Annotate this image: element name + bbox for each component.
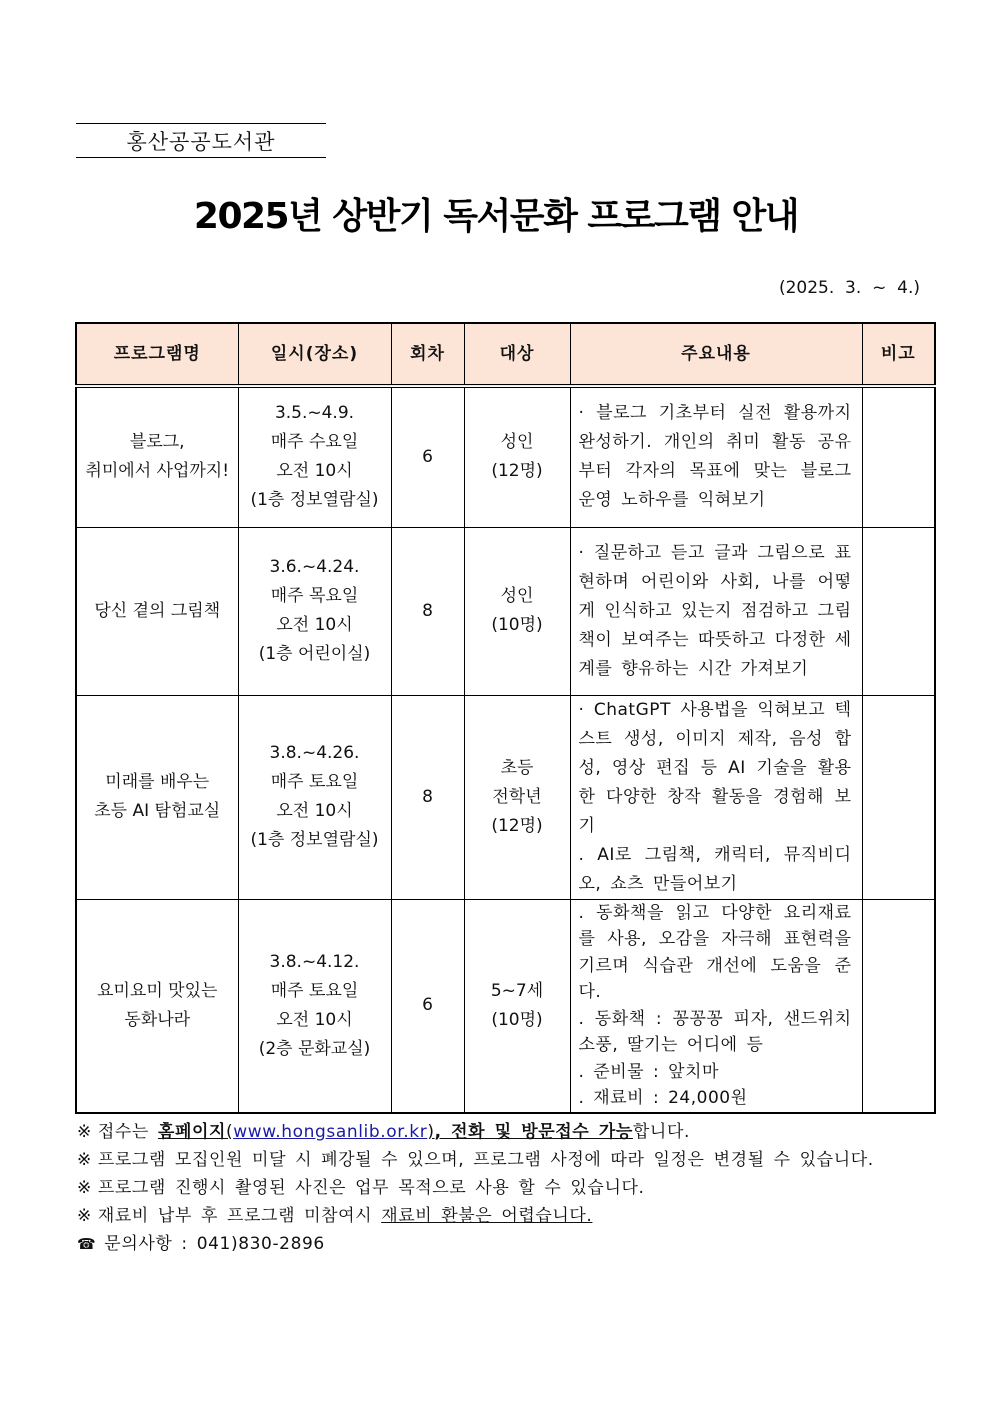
sessions-cell: 8	[391, 527, 464, 695]
reference-mark-icon: ※	[77, 1178, 92, 1198]
schedule-cell: 3.5.~4.9. 매주 수요일 오전 10시 (1층 정보열람실)	[238, 386, 391, 527]
notice-refund: ※ 재료비 납부 후 프로그램 미참여시 재료비 환불은 어렵습니다.	[77, 1206, 593, 1226]
column-header-target: 대상	[464, 323, 570, 386]
notice-cancellation: ※ 프로그램 모집인원 미달 시 폐강될 수 있으며, 프로그램 사정에 따라 일정은 변경될 수 있습니다.	[77, 1150, 874, 1170]
target-cell: 초등 전학년 (12명)	[464, 695, 570, 899]
program-name-cell: 요미요미 맛있는 동화나라	[76, 899, 238, 1113]
sessions-cell: 6	[391, 386, 464, 527]
sessions-cell: 6	[391, 899, 464, 1113]
notice-registration: ※ 접수는 홈페이지(www.hongsanlib.or.kr), 전화 및 방문접수 가능합니다.	[77, 1122, 690, 1142]
target-cell: 성인 (12명)	[464, 386, 570, 527]
column-header-program-name: 프로그램명	[76, 323, 238, 386]
column-header-sessions: 회차	[391, 323, 464, 386]
target-cell: 성인 (10명)	[464, 527, 570, 695]
table-row	[76, 386, 935, 527]
schedule-cell: 3.8.~4.26. 매주 토요일 오전 10시 (1층 정보열람실)	[238, 695, 391, 899]
note-cell	[862, 695, 935, 899]
column-header-content: 주요내용	[570, 323, 862, 386]
target-cell: 5~7세 (10명)	[464, 899, 570, 1113]
column-header-note: 비고	[862, 323, 935, 386]
table-header-row	[76, 323, 935, 386]
note-cell	[862, 527, 935, 695]
reference-mark-icon: ※	[77, 1206, 92, 1226]
contact-info	[77, 1230, 874, 1258]
content-cell: · 질문하고 듣고 글과 그림으로 표현하며 어린이와 사회, 나를 어떻게 인식하고 있는지 점검하고 그림책이 보여주는 따뜻하고 다정한 세계를 향유하는 시간 가져보기	[570, 527, 862, 695]
contact-phone: 문의사항 : 041)830-2896	[104, 1234, 325, 1254]
content-cell: . 동화책을 읽고 다양한 요리재료를 사용, 오감을 자극해 표현력을 기르며 식습관 개선에 도움을 준다. . 동화책 : 꽁꽁꽁 피자, 샌드위치 소풍, 딸기는 어디에 등 . 준비물 : 앞치마 . 재료비 : 24,000원	[570, 899, 862, 1113]
reference-mark-icon: ※	[77, 1150, 92, 1170]
column-header-schedule: 일시(장소)	[238, 323, 391, 386]
reference-mark-icon: ※	[77, 1122, 92, 1142]
refund-warning: 재료비 환불은 어렵습니다.	[381, 1206, 593, 1226]
homepage-label: 홈페이지	[157, 1122, 227, 1142]
note-cell	[862, 899, 935, 1113]
table-row	[76, 695, 935, 899]
note-cell	[862, 386, 935, 527]
table-row	[76, 527, 935, 695]
sessions-cell: 8	[391, 695, 464, 899]
homepage-link[interactable]: www.hongsanlib.or.kr	[233, 1122, 428, 1142]
program-table	[75, 322, 936, 1114]
program-name-cell: 블로그, 취미에서 사업까지!	[76, 386, 238, 527]
schedule-cell: 3.8.~4.12. 매주 토요일 오전 10시 (2층 문화교실)	[238, 899, 391, 1113]
content-cell: · 블로그 기초부터 실전 활용까지 완성하기. 개인의 취미 활동 공유부터 각자의 목표에 맞는 블로그 운영 노하우를 익혀보기	[570, 386, 862, 527]
program-name-cell: 미래를 배우는 초등 AI 탐험교실	[76, 695, 238, 899]
phone-icon: ☎	[77, 1235, 97, 1253]
organization-name: 홍산공공도서관	[76, 123, 326, 158]
page-title: 2025년 상반기 독서문화 프로그램 안내	[193, 196, 799, 237]
program-name-cell: 당신 곁의 그림책	[76, 527, 238, 695]
registration-methods: , 전화 및 방문접수 가능	[434, 1122, 633, 1142]
table-row	[76, 899, 935, 1113]
notice-list	[77, 1118, 874, 1258]
schedule-cell: 3.6.~4.24. 매주 목요일 오전 10시 (1층 어린이실)	[238, 527, 391, 695]
program-period: (2025. 3. ~ 4.)	[778, 278, 920, 298]
notice-photos: ※ 프로그램 진행시 촬영된 사진은 업무 목적으로 사용 할 수 있습니다.	[77, 1178, 645, 1198]
content-cell: · ChatGPT 사용법을 익혀보고 텍스트 생성, 이미지 제작, 음성 합성, 영상 편집 등 AI 기술을 활용한 다양한 창작 활동을 경험해 보기 . AI로 그림책, 캐릭터, 뮤직비디오, 쇼츠 만들어보기	[570, 695, 862, 899]
